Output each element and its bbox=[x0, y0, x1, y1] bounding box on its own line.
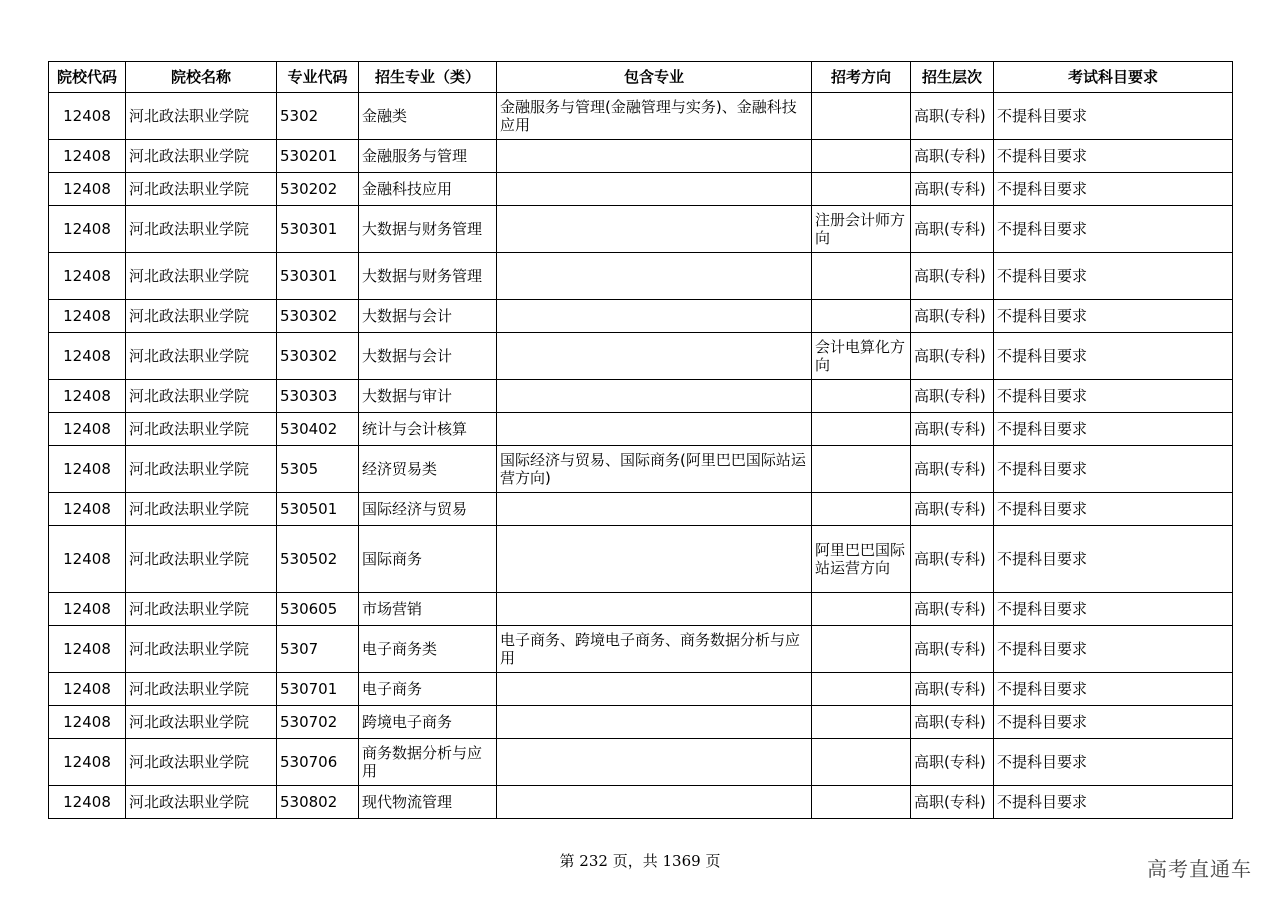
cell-major: 电子商务类 bbox=[359, 626, 497, 673]
cell-level: 高职(专科) bbox=[911, 526, 994, 593]
cell-school-code: 12408 bbox=[49, 446, 126, 493]
cell-included-majors: 金融服务与管理(金融管理与实务)、金融科技应用 bbox=[497, 93, 812, 140]
cell-direction bbox=[812, 173, 911, 206]
cell-direction bbox=[812, 673, 911, 706]
table-row bbox=[49, 626, 1233, 673]
cell-direction bbox=[812, 380, 911, 413]
cell-school-name: 河北政法职业学院 bbox=[126, 706, 277, 739]
cell-major-code: 530701 bbox=[277, 673, 359, 706]
cell-direction bbox=[812, 413, 911, 446]
table-row bbox=[49, 739, 1233, 786]
cell-school-code: 12408 bbox=[49, 380, 126, 413]
header-major-code: 专业代码 bbox=[277, 62, 359, 93]
cell-major: 大数据与财务管理 bbox=[359, 206, 497, 253]
cell-subject-requirement: 不提科目要求 bbox=[994, 739, 1233, 786]
table-row bbox=[49, 593, 1233, 626]
table-row bbox=[49, 673, 1233, 706]
cell-school-code: 12408 bbox=[49, 173, 126, 206]
table-row bbox=[49, 93, 1233, 140]
cell-school-code: 12408 bbox=[49, 706, 126, 739]
cell-included-majors bbox=[497, 253, 812, 300]
cell-included-majors bbox=[497, 173, 812, 206]
cell-subject-requirement: 不提科目要求 bbox=[994, 413, 1233, 446]
cell-school-code: 12408 bbox=[49, 493, 126, 526]
header-school-name: 院校名称 bbox=[126, 62, 277, 93]
cell-school-code: 12408 bbox=[49, 206, 126, 253]
cell-level: 高职(专科) bbox=[911, 206, 994, 253]
cell-level: 高职(专科) bbox=[911, 140, 994, 173]
cell-school-code: 12408 bbox=[49, 673, 126, 706]
cell-level: 高职(专科) bbox=[911, 786, 994, 819]
cell-major: 金融服务与管理 bbox=[359, 140, 497, 173]
cell-direction: 会计电算化方向 bbox=[812, 333, 911, 380]
cell-direction bbox=[812, 706, 911, 739]
cell-major-code: 530702 bbox=[277, 706, 359, 739]
header-included-majors: 包含专业 bbox=[497, 62, 812, 93]
cell-subject-requirement: 不提科目要求 bbox=[994, 93, 1233, 140]
cell-school-name: 河北政法职业学院 bbox=[126, 380, 277, 413]
cell-level: 高职(专科) bbox=[911, 673, 994, 706]
cell-level: 高职(专科) bbox=[911, 593, 994, 626]
cell-direction bbox=[812, 626, 911, 673]
cell-level: 高职(专科) bbox=[911, 253, 994, 300]
footer-middle: 页，共 bbox=[612, 852, 658, 870]
cell-included-majors bbox=[497, 493, 812, 526]
cell-major-code: 5307 bbox=[277, 626, 359, 673]
cell-included-majors bbox=[497, 140, 812, 173]
cell-level: 高职(专科) bbox=[911, 626, 994, 673]
cell-included-majors bbox=[497, 593, 812, 626]
cell-major: 现代物流管理 bbox=[359, 786, 497, 819]
cell-school-name: 河北政法职业学院 bbox=[126, 786, 277, 819]
cell-level: 高职(专科) bbox=[911, 706, 994, 739]
cell-major: 大数据与会计 bbox=[359, 333, 497, 380]
cell-major: 金融类 bbox=[359, 93, 497, 140]
cell-major-code: 530605 bbox=[277, 593, 359, 626]
cell-school-code: 12408 bbox=[49, 300, 126, 333]
cell-subject-requirement: 不提科目要求 bbox=[994, 446, 1233, 493]
cell-major-code: 530402 bbox=[277, 413, 359, 446]
cell-school-name: 河北政法职业学院 bbox=[126, 253, 277, 300]
cell-school-code: 12408 bbox=[49, 93, 126, 140]
cell-included-majors: 国际经济与贸易、国际商务(阿里巴巴国际站运营方向) bbox=[497, 446, 812, 493]
cell-subject-requirement: 不提科目要求 bbox=[994, 333, 1233, 380]
cell-direction bbox=[812, 493, 911, 526]
cell-included-majors bbox=[497, 739, 812, 786]
cell-school-code: 12408 bbox=[49, 253, 126, 300]
header-school-code: 院校代码 bbox=[49, 62, 126, 93]
table-row bbox=[49, 253, 1233, 300]
cell-major-code: 530302 bbox=[277, 300, 359, 333]
cell-direction bbox=[812, 446, 911, 493]
cell-direction bbox=[812, 253, 911, 300]
cell-major-code: 530301 bbox=[277, 206, 359, 253]
cell-major: 电子商务 bbox=[359, 673, 497, 706]
table-header-row bbox=[49, 62, 1233, 93]
cell-level: 高职(专科) bbox=[911, 739, 994, 786]
cell-school-code: 12408 bbox=[49, 413, 126, 446]
cell-subject-requirement: 不提科目要求 bbox=[994, 253, 1233, 300]
cell-included-majors bbox=[497, 673, 812, 706]
cell-subject-requirement: 不提科目要求 bbox=[994, 300, 1233, 333]
cell-school-name: 河北政法职业学院 bbox=[126, 93, 277, 140]
cell-school-code: 12408 bbox=[49, 140, 126, 173]
cell-school-name: 河北政法职业学院 bbox=[126, 333, 277, 380]
watermark-logo: 高考直通车 bbox=[1147, 857, 1252, 881]
cell-included-majors: 电子商务、跨境电子商务、商务数据分析与应用 bbox=[497, 626, 812, 673]
cell-level: 高职(专科) bbox=[911, 446, 994, 493]
header-level: 招生层次 bbox=[911, 62, 994, 93]
cell-subject-requirement: 不提科目要求 bbox=[994, 593, 1233, 626]
table-row bbox=[49, 206, 1233, 253]
cell-school-name: 河北政法职业学院 bbox=[126, 626, 277, 673]
footer-suffix: 页 bbox=[705, 852, 721, 870]
cell-included-majors bbox=[497, 786, 812, 819]
footer-current-page: 232 bbox=[579, 852, 608, 870]
cell-major: 国际经济与贸易 bbox=[359, 493, 497, 526]
cell-subject-requirement: 不提科目要求 bbox=[994, 173, 1233, 206]
cell-major-code: 530201 bbox=[277, 140, 359, 173]
cell-included-majors bbox=[497, 300, 812, 333]
cell-direction: 注册会计师方向 bbox=[812, 206, 911, 253]
table-row bbox=[49, 173, 1233, 206]
header-subject-requirement: 考试科目要求 bbox=[994, 62, 1233, 93]
header-direction: 招考方向 bbox=[812, 62, 911, 93]
cell-level: 高职(专科) bbox=[911, 300, 994, 333]
cell-direction bbox=[812, 140, 911, 173]
cell-subject-requirement: 不提科目要求 bbox=[994, 140, 1233, 173]
table-row bbox=[49, 140, 1233, 173]
cell-major-code: 530302 bbox=[277, 333, 359, 380]
table-row bbox=[49, 526, 1233, 593]
cell-major-code: 530706 bbox=[277, 739, 359, 786]
cell-subject-requirement: 不提科目要求 bbox=[994, 673, 1233, 706]
cell-major: 大数据与审计 bbox=[359, 380, 497, 413]
cell-school-name: 河北政法职业学院 bbox=[126, 446, 277, 493]
cell-included-majors bbox=[497, 206, 812, 253]
cell-subject-requirement: 不提科目要求 bbox=[994, 493, 1233, 526]
cell-school-name: 河北政法职业学院 bbox=[126, 593, 277, 626]
cell-direction bbox=[812, 786, 911, 819]
cell-major-code: 530301 bbox=[277, 253, 359, 300]
footer-total-pages: 1369 bbox=[662, 852, 701, 870]
cell-school-code: 12408 bbox=[49, 626, 126, 673]
table-row bbox=[49, 446, 1233, 493]
table-row bbox=[49, 786, 1233, 819]
header-major: 招生专业（类） bbox=[359, 62, 497, 93]
cell-school-code: 12408 bbox=[49, 333, 126, 380]
cell-school-name: 河北政法职业学院 bbox=[126, 206, 277, 253]
table-row bbox=[49, 413, 1233, 446]
cell-school-code: 12408 bbox=[49, 786, 126, 819]
footer-prefix: 第 bbox=[559, 852, 575, 870]
cell-school-name: 河北政法职业学院 bbox=[126, 300, 277, 333]
cell-school-name: 河北政法职业学院 bbox=[126, 140, 277, 173]
cell-major: 国际商务 bbox=[359, 526, 497, 593]
cell-major: 跨境电子商务 bbox=[359, 706, 497, 739]
table-row bbox=[49, 380, 1233, 413]
cell-level: 高职(专科) bbox=[911, 380, 994, 413]
cell-school-name: 河北政法职业学院 bbox=[126, 173, 277, 206]
cell-level: 高职(专科) bbox=[911, 173, 994, 206]
cell-school-name: 河北政法职业学院 bbox=[126, 526, 277, 593]
cell-major: 经济贸易类 bbox=[359, 446, 497, 493]
cell-direction bbox=[812, 300, 911, 333]
cell-subject-requirement: 不提科目要求 bbox=[994, 786, 1233, 819]
admissions-table bbox=[48, 61, 1233, 819]
table-row bbox=[49, 493, 1233, 526]
cell-included-majors bbox=[497, 413, 812, 446]
cell-major-code: 530202 bbox=[277, 173, 359, 206]
cell-school-name: 河北政法职业学院 bbox=[126, 673, 277, 706]
cell-major: 大数据与会计 bbox=[359, 300, 497, 333]
cell-direction: 阿里巴巴国际站运营方向 bbox=[812, 526, 911, 593]
cell-level: 高职(专科) bbox=[911, 93, 994, 140]
cell-major-code: 5302 bbox=[277, 93, 359, 140]
cell-school-name: 河北政法职业学院 bbox=[126, 739, 277, 786]
cell-subject-requirement: 不提科目要求 bbox=[994, 626, 1233, 673]
cell-major: 商务数据分析与应用 bbox=[359, 739, 497, 786]
cell-major-code: 5305 bbox=[277, 446, 359, 493]
cell-direction bbox=[812, 93, 911, 140]
cell-school-name: 河北政法职业学院 bbox=[126, 413, 277, 446]
cell-major: 统计与会计核算 bbox=[359, 413, 497, 446]
cell-included-majors bbox=[497, 380, 812, 413]
cell-school-name: 河北政法职业学院 bbox=[126, 493, 277, 526]
cell-major-code: 530303 bbox=[277, 380, 359, 413]
cell-major-code: 530501 bbox=[277, 493, 359, 526]
cell-school-code: 12408 bbox=[49, 526, 126, 593]
cell-subject-requirement: 不提科目要求 bbox=[994, 526, 1233, 593]
table-row bbox=[49, 706, 1233, 739]
cell-major: 金融科技应用 bbox=[359, 173, 497, 206]
table-body bbox=[49, 93, 1233, 819]
cell-major: 市场营销 bbox=[359, 593, 497, 626]
cell-included-majors bbox=[497, 333, 812, 380]
cell-level: 高职(专科) bbox=[911, 493, 994, 526]
cell-subject-requirement: 不提科目要求 bbox=[994, 206, 1233, 253]
cell-subject-requirement: 不提科目要求 bbox=[994, 706, 1233, 739]
cell-direction bbox=[812, 739, 911, 786]
cell-school-code: 12408 bbox=[49, 739, 126, 786]
cell-subject-requirement: 不提科目要求 bbox=[994, 380, 1233, 413]
cell-major-code: 530502 bbox=[277, 526, 359, 593]
table-row bbox=[49, 333, 1233, 380]
cell-direction bbox=[812, 593, 911, 626]
cell-level: 高职(专科) bbox=[911, 413, 994, 446]
table-row bbox=[49, 300, 1233, 333]
cell-level: 高职(专科) bbox=[911, 333, 994, 380]
cell-included-majors bbox=[497, 526, 812, 593]
cell-included-majors bbox=[497, 706, 812, 739]
page-footer bbox=[0, 850, 1280, 871]
cell-major: 大数据与财务管理 bbox=[359, 253, 497, 300]
cell-school-code: 12408 bbox=[49, 593, 126, 626]
cell-major-code: 530802 bbox=[277, 786, 359, 819]
